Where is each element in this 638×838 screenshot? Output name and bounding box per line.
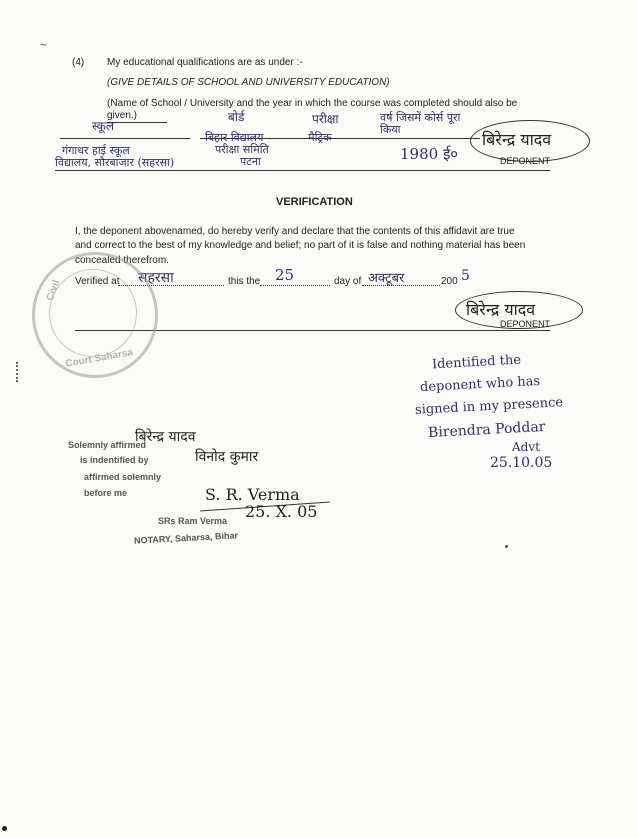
- court-stamp: [32, 252, 158, 378]
- year-value: 1980 ई०: [400, 145, 459, 163]
- notary-date: 25. X. 05: [245, 502, 318, 521]
- deponent-signature-bottom: बिरेन्द्र यादव: [466, 300, 536, 319]
- notary-stamp-title: NOTARY, Saharsa, Bihar: [133, 530, 239, 546]
- deponent-label-bottom: DEPONENT: [500, 319, 551, 329]
- advocate-date: 25.10.05: [490, 455, 553, 471]
- verified-place: सहरसा: [138, 270, 174, 286]
- school-line1: गंगाधर हाई स्कूल: [62, 144, 130, 157]
- identified-line2: deponent who has: [419, 373, 541, 396]
- verification-title: VERIFICATION: [276, 196, 353, 208]
- year-suffix: 5: [461, 268, 470, 284]
- identified-line3: signed in my presence: [414, 395, 564, 418]
- header-year: वर्ष जिसमें कोर्स पूरा किया: [380, 111, 461, 136]
- verification-line2: and correct to the best of my knowledge and belief; no part of it is false and nothing material has been: [75, 240, 526, 251]
- notary-sig-name1: बिरेन्द्र यादव: [135, 429, 196, 445]
- court-stamp-bottom-text: Court Saharsa: [64, 347, 134, 370]
- verified-day: 25: [275, 266, 295, 284]
- day-of-label: day of: [334, 276, 362, 287]
- header-school: स्कूल: [92, 119, 115, 133]
- table-top-rule: [60, 138, 190, 139]
- notary-stamp-name: SRs Ram Verma: [158, 516, 228, 526]
- notary-solemn-line3: before me: [84, 488, 128, 498]
- section-instruction: (GIVE DETAILS OF SCHOOL AND UNIVERSITY EDUCATION): [107, 77, 390, 88]
- table-bottom-rule: [55, 170, 550, 171]
- verified-at-label: Verified at: [75, 276, 120, 287]
- section-heading: My educational qualifications are as under :-: [107, 57, 303, 68]
- this-the-label: this the: [228, 276, 261, 287]
- corner-dot: [2, 826, 7, 831]
- notary-sig-name2: विनोद कुमार: [195, 449, 259, 465]
- deponent-label-top: DEPONENT: [500, 156, 551, 166]
- identified-line1: Identified the: [431, 352, 522, 373]
- section-number: (4): [72, 57, 85, 68]
- exam-value: मैट्रिक: [308, 131, 332, 144]
- deponent-signature-top: बिरेन्द्र यादव: [482, 130, 552, 149]
- header-exam: परीक्षा: [312, 112, 339, 126]
- section-note-line2: given.): [107, 110, 138, 121]
- notary-solemn-line1: is indentified by: [80, 455, 149, 465]
- margin-marks: [16, 362, 20, 382]
- school-line2: विद्यालय, सौरबाजार (सहरसा): [55, 156, 175, 169]
- corner-mark: ~: [40, 38, 48, 52]
- note-underline: [107, 122, 167, 123]
- court-stamp-top-text: Civil: [44, 278, 63, 303]
- notary-solemn-line2: affirmed solemnly: [84, 472, 162, 482]
- section-note-line1: (Name of School / University and the year in which the course was completed should also be: [107, 98, 518, 109]
- notary-solemn-prefix: Solemnly affirmed: [68, 440, 147, 450]
- verification-line1: I, the deponent abovenamed, do hereby verify and declare that the contents of this affidavit are true: [75, 226, 515, 237]
- advocate-name: Birendra Poddar: [427, 418, 546, 442]
- verified-month: अक्टूबर: [368, 271, 405, 286]
- board-line2: परीक्षा समिति: [215, 143, 269, 156]
- page-dot: [505, 545, 508, 548]
- board-line3: पटना: [240, 155, 261, 168]
- verification-line3: concealed therefrom.: [75, 255, 169, 266]
- year-prefix: 200: [441, 276, 458, 287]
- header-board: बोर्ड: [228, 110, 245, 124]
- notary-signature: S. R. Verma: [205, 485, 300, 504]
- board-line1: बिहार विद्यालय: [205, 131, 264, 144]
- advocate-title: Advt: [512, 440, 540, 454]
- day-dots: [260, 285, 330, 286]
